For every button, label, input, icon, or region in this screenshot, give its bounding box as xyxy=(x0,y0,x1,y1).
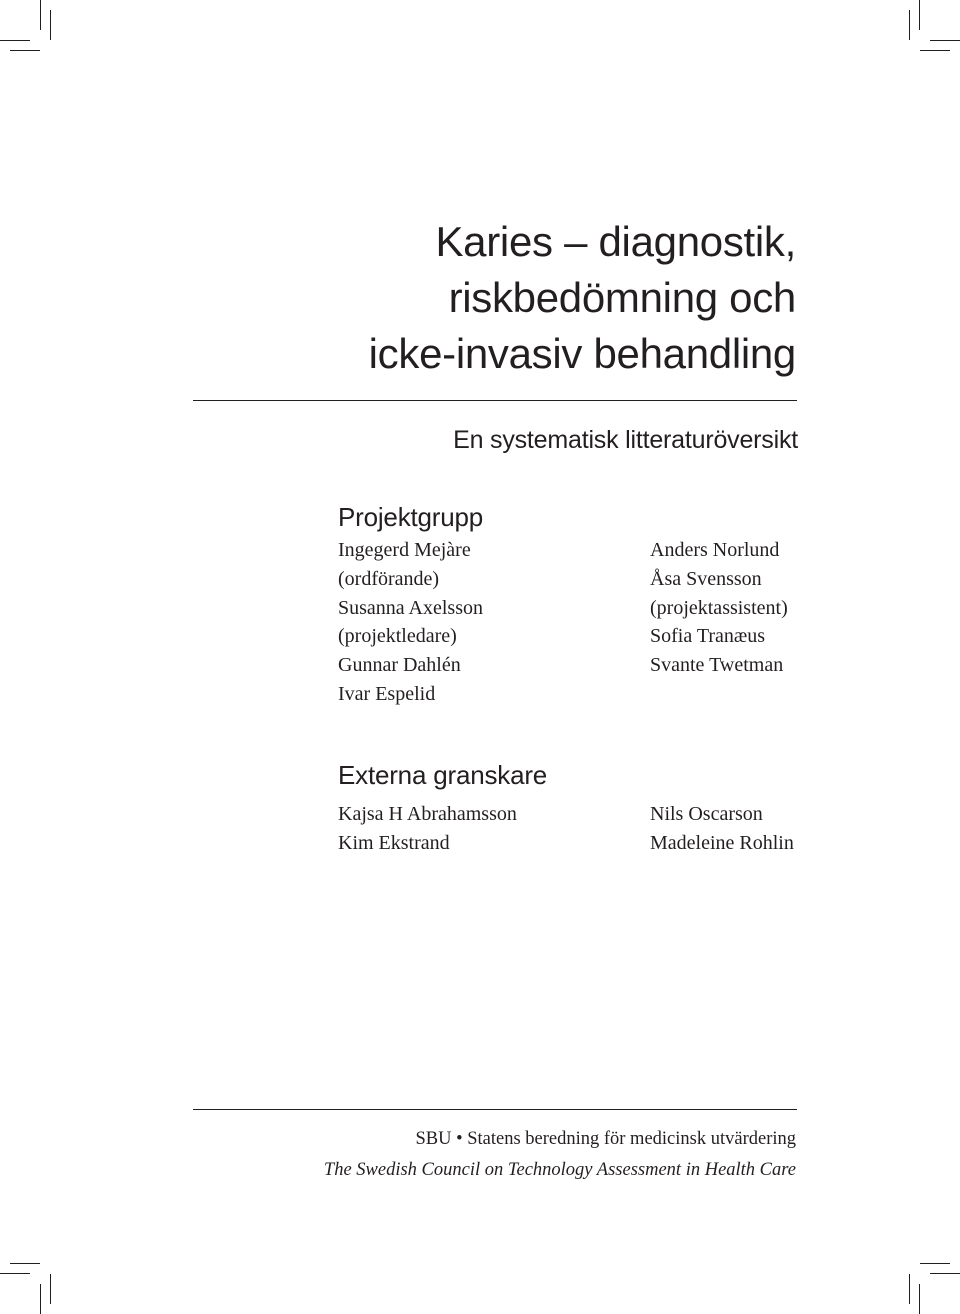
member-name: Ingegerd Mejàre xyxy=(338,539,471,561)
crop-mark xyxy=(0,40,30,41)
crop-mark xyxy=(930,40,960,41)
footer-divider xyxy=(193,1109,797,1110)
member-name: Anders Norlund xyxy=(650,539,780,561)
publisher-english: The Swedish Council on Technology Assessment in Health Care xyxy=(323,1160,796,1180)
member-name: Svante Twetman xyxy=(650,654,784,677)
crop-mark xyxy=(50,1274,51,1304)
title-line: riskbedömning och xyxy=(448,274,796,321)
member-name: Susanna Axelsson xyxy=(338,596,483,619)
external-reviewers-heading: Externa granskare xyxy=(338,760,548,790)
publisher-footer xyxy=(324,1124,796,1186)
crop-mark xyxy=(909,1274,910,1304)
subtitle: En systematisk litteraturöversikt xyxy=(453,426,798,454)
crop-mark xyxy=(919,0,920,30)
crop-mark xyxy=(10,50,40,51)
project-group-heading: Projektgrupp xyxy=(338,502,484,532)
title-divider xyxy=(193,400,797,401)
member-name: Ivar Espelid xyxy=(338,682,436,705)
member-name: Sofia Tranæus xyxy=(650,625,766,648)
member-name: Gunnar Dahlén xyxy=(338,654,461,677)
page-title xyxy=(236,214,796,382)
crop-mark xyxy=(40,1284,41,1314)
reviewer-name: Madeleine Rohlin xyxy=(650,831,794,854)
crop-mark xyxy=(909,10,910,40)
project-group-left-column xyxy=(338,536,483,709)
crop-mark xyxy=(50,10,51,40)
reviewer-name: Kim Ekstrand xyxy=(338,831,450,854)
crop-mark xyxy=(920,50,950,51)
member-role: (projektledare) xyxy=(338,625,457,648)
crop-mark xyxy=(919,1284,920,1314)
external-reviewers-right-column xyxy=(650,800,794,858)
title-line: icke-invasiv behandling xyxy=(368,330,796,377)
crop-mark xyxy=(10,1263,40,1264)
reviewer-name: Kajsa H Abrahamsson xyxy=(338,803,517,825)
crop-mark xyxy=(920,1263,950,1264)
title-line: Karies – diagnostik, xyxy=(435,218,796,265)
member-name: Åsa Svensson xyxy=(650,567,762,590)
reviewer-name: Nils Oscarson xyxy=(650,803,763,825)
crop-mark xyxy=(40,0,41,30)
project-group-right-column xyxy=(650,536,788,680)
publisher-swedish: SBU • Statens beredning för medicinsk utvärdering xyxy=(415,1129,796,1149)
crop-mark xyxy=(930,1273,960,1274)
external-reviewers-left-column xyxy=(338,800,517,858)
member-role: (projektassistent) xyxy=(650,596,788,619)
member-role: (ordförande) xyxy=(338,567,440,590)
crop-mark xyxy=(0,1273,30,1274)
